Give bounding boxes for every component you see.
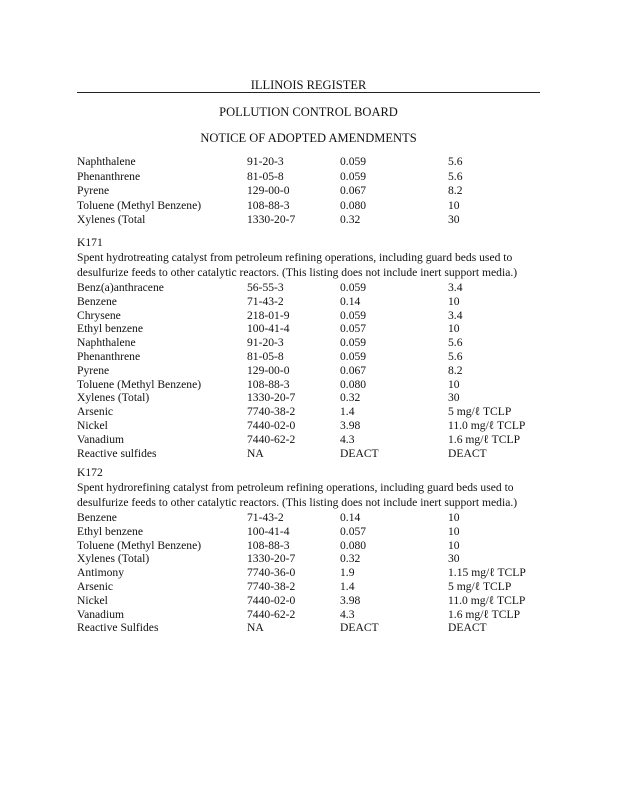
cell-cas-number: 7440-02-0 <box>247 419 296 432</box>
cell-nonwastewater-std: 10 <box>448 294 460 308</box>
cell-constituent: Vanadium <box>77 607 125 621</box>
cell-nonwastewater-std: 10 <box>448 377 460 391</box>
cell-cas-number: 108-88-3 <box>247 538 290 552</box>
cell-nonwastewater-std: 10 <box>448 524 460 538</box>
cell-nonwastewater-std: 1.15 mg/ℓ TCLP <box>448 566 526 580</box>
header-rule <box>77 92 540 93</box>
cell-cas-number: 100-41-4 <box>247 322 290 336</box>
cell-wastewater-std: 0.14 <box>340 294 361 308</box>
cell-cas-number: 129-00-0 <box>247 184 290 197</box>
register-title: ILLINOIS REGISTER <box>250 78 367 92</box>
cell-constituent: Nickel <box>77 593 108 607</box>
cell-wastewater-std: 1.9 <box>340 566 355 580</box>
cell-nonwastewater-std: 10 <box>448 538 460 552</box>
cell-constituent: Reactive sulfides <box>77 446 157 460</box>
cell-wastewater-std: 0.080 <box>340 538 367 552</box>
cell-cas-number: 81-05-8 <box>247 169 284 183</box>
cell-constituent: Xylenes (Total) <box>77 391 150 405</box>
cell-cas-number: 91-20-3 <box>247 336 284 350</box>
cell-nonwastewater-std: 10 <box>448 322 460 336</box>
cell-cas-number: 1330-20-7 <box>247 213 296 226</box>
cell-wastewater-std: 0.059 <box>340 281 367 294</box>
cell-constituent: Xylenes (Total <box>77 213 146 226</box>
cell-constituent: Arsenic <box>77 405 114 419</box>
cell-constituent: Xylenes (Total) <box>77 552 150 566</box>
cell-nonwastewater-std: DEACT <box>448 621 487 635</box>
cell-cas-number: 129-00-0 <box>247 363 290 377</box>
cell-cas-number: 71-43-2 <box>247 511 284 524</box>
cell-constituent: Pyrene <box>77 184 110 197</box>
cell-constituent: Arsenic <box>77 580 114 593</box>
cell-cas-number: 7740-36-0 <box>247 566 296 580</box>
cell-nonwastewater-std: 5.6 <box>448 155 463 168</box>
cell-wastewater-std: DEACT <box>340 446 379 460</box>
cell-nonwastewater-std: 10 <box>448 511 460 524</box>
cell-nonwastewater-std: 8.2 <box>448 363 463 377</box>
cell-nonwastewater-std: 3.4 <box>448 281 463 294</box>
cell-wastewater-std: 0.14 <box>340 511 361 524</box>
cell-constituent: Ethyl benzene <box>77 322 143 336</box>
cell-nonwastewater-std: 5.6 <box>448 169 463 183</box>
cell-constituent: Toluene (Methyl Benzene) <box>77 198 202 212</box>
k171-description-line-2: desulfurize feeds to other catalytic reactors. (This listing does not include inert support media.) <box>77 266 518 279</box>
cell-nonwastewater-std: 8.2 <box>448 184 463 197</box>
cell-nonwastewater-std: 1.6 mg/ℓ TCLP <box>448 432 521 446</box>
cell-cas-number: 91-20-3 <box>247 155 284 168</box>
cell-constituent: Phenanthrene <box>77 169 141 183</box>
cell-nonwastewater-std: 3.4 <box>448 308 463 322</box>
cell-constituent: Pyrene <box>77 363 110 377</box>
cell-wastewater-std: 0.080 <box>340 198 367 212</box>
cell-wastewater-std: DEACT <box>340 621 379 635</box>
cell-nonwastewater-std: DEACT <box>448 446 487 460</box>
cell-nonwastewater-std: 30 <box>448 213 460 226</box>
cell-wastewater-std: 0.080 <box>340 377 367 391</box>
cell-wastewater-std: 0.059 <box>340 350 367 363</box>
cell-cas-number: 7440-62-2 <box>247 432 296 446</box>
cell-wastewater-std: 0.059 <box>340 155 367 168</box>
cell-nonwastewater-std: 5.6 <box>448 350 463 363</box>
cell-wastewater-std: 0.059 <box>340 169 367 183</box>
cell-constituent: Reactive Sulfides <box>77 621 159 635</box>
cell-nonwastewater-std: 5 mg/ℓ TCLP <box>448 580 512 593</box>
cell-cas-number: 7740-38-2 <box>247 580 296 593</box>
cell-constituent: Nickel <box>77 419 108 432</box>
k171-description-line-1: Spent hydrotreating catalyst from petroleum refining operations, including guard beds used to <box>77 251 513 264</box>
cell-constituent: Naphthalene <box>77 336 136 350</box>
cell-constituent: Antimony <box>77 566 125 580</box>
cell-nonwastewater-std: 11.0 mg/ℓ TCLP <box>448 419 526 432</box>
cell-nonwastewater-std: 5.6 <box>448 336 463 350</box>
cell-cas-number: 108-88-3 <box>247 198 290 212</box>
cell-wastewater-std: 3.98 <box>340 419 361 432</box>
cell-nonwastewater-std: 30 <box>448 391 460 405</box>
cell-wastewater-std: 4.3 <box>340 607 355 621</box>
cell-cas-number: NA <box>247 621 264 635</box>
cell-wastewater-std: 0.057 <box>340 322 367 336</box>
cell-cas-number: NA <box>247 446 264 460</box>
cell-cas-number: 218-01-9 <box>247 308 290 322</box>
k172-description-line-2: desulfurize feeds to other catalytic reactors. (This listing does not include inert support media.) <box>77 496 518 509</box>
cell-constituent: Vanadium <box>77 432 125 446</box>
cell-wastewater-std: 0.059 <box>340 308 367 322</box>
k171-code: K171 <box>77 236 103 249</box>
cell-constituent: Toluene (Methyl Benzene) <box>77 377 202 391</box>
cell-constituent: Benz(a)anthracene <box>77 281 164 294</box>
cell-wastewater-std: 0.32 <box>340 391 361 405</box>
cell-nonwastewater-std: 10 <box>448 198 460 212</box>
cell-constituent: Phenanthrene <box>77 350 141 363</box>
cell-wastewater-std: 0.32 <box>340 213 361 226</box>
cell-nonwastewater-std: 5 mg/ℓ TCLP <box>448 405 512 419</box>
cell-cas-number: 1330-20-7 <box>247 391 296 405</box>
notice-title: NOTICE OF ADOPTED AMENDMENTS <box>200 131 417 145</box>
cell-cas-number: 81-05-8 <box>247 350 284 363</box>
cell-nonwastewater-std: 30 <box>448 552 460 566</box>
k172-description-line-1: Spent hydrorefining catalyst from petroleum refining operations, including guard beds used to <box>77 481 514 494</box>
cell-wastewater-std: 0.32 <box>340 552 361 566</box>
cell-constituent: Ethyl benzene <box>77 524 143 538</box>
cell-wastewater-std: 4.3 <box>340 432 355 446</box>
cell-cas-number: 7440-02-0 <box>247 593 296 607</box>
cell-wastewater-std: 1.4 <box>340 405 355 419</box>
cell-cas-number: 56-55-3 <box>247 281 284 294</box>
cell-cas-number: 1330-20-7 <box>247 552 296 566</box>
cell-wastewater-std: 0.067 <box>340 184 367 197</box>
k172-code: K172 <box>77 466 103 479</box>
cell-cas-number: 71-43-2 <box>247 294 284 308</box>
cell-wastewater-std: 0.057 <box>340 524 367 538</box>
cell-cas-number: 7740-38-2 <box>247 405 296 419</box>
cell-nonwastewater-std: 1.6 mg/ℓ TCLP <box>448 607 521 621</box>
cell-wastewater-std: 0.067 <box>340 363 367 377</box>
cell-wastewater-std: 0.059 <box>340 336 367 350</box>
cell-constituent: Benzene <box>77 294 117 308</box>
cell-constituent: Chrysene <box>77 308 121 322</box>
cell-constituent: Naphthalene <box>77 155 136 168</box>
cell-cas-number: 108-88-3 <box>247 377 290 391</box>
cell-constituent: Benzene <box>77 511 117 524</box>
board-title: POLLUTION CONTROL BOARD <box>219 105 398 119</box>
cell-constituent: Toluene (Methyl Benzene) <box>77 538 202 552</box>
cell-wastewater-std: 1.4 <box>340 580 355 593</box>
cell-cas-number: 100-41-4 <box>247 524 290 538</box>
cell-cas-number: 7440-62-2 <box>247 607 296 621</box>
cell-wastewater-std: 3.98 <box>340 593 361 607</box>
cell-nonwastewater-std: 11.0 mg/ℓ TCLP <box>448 593 526 607</box>
